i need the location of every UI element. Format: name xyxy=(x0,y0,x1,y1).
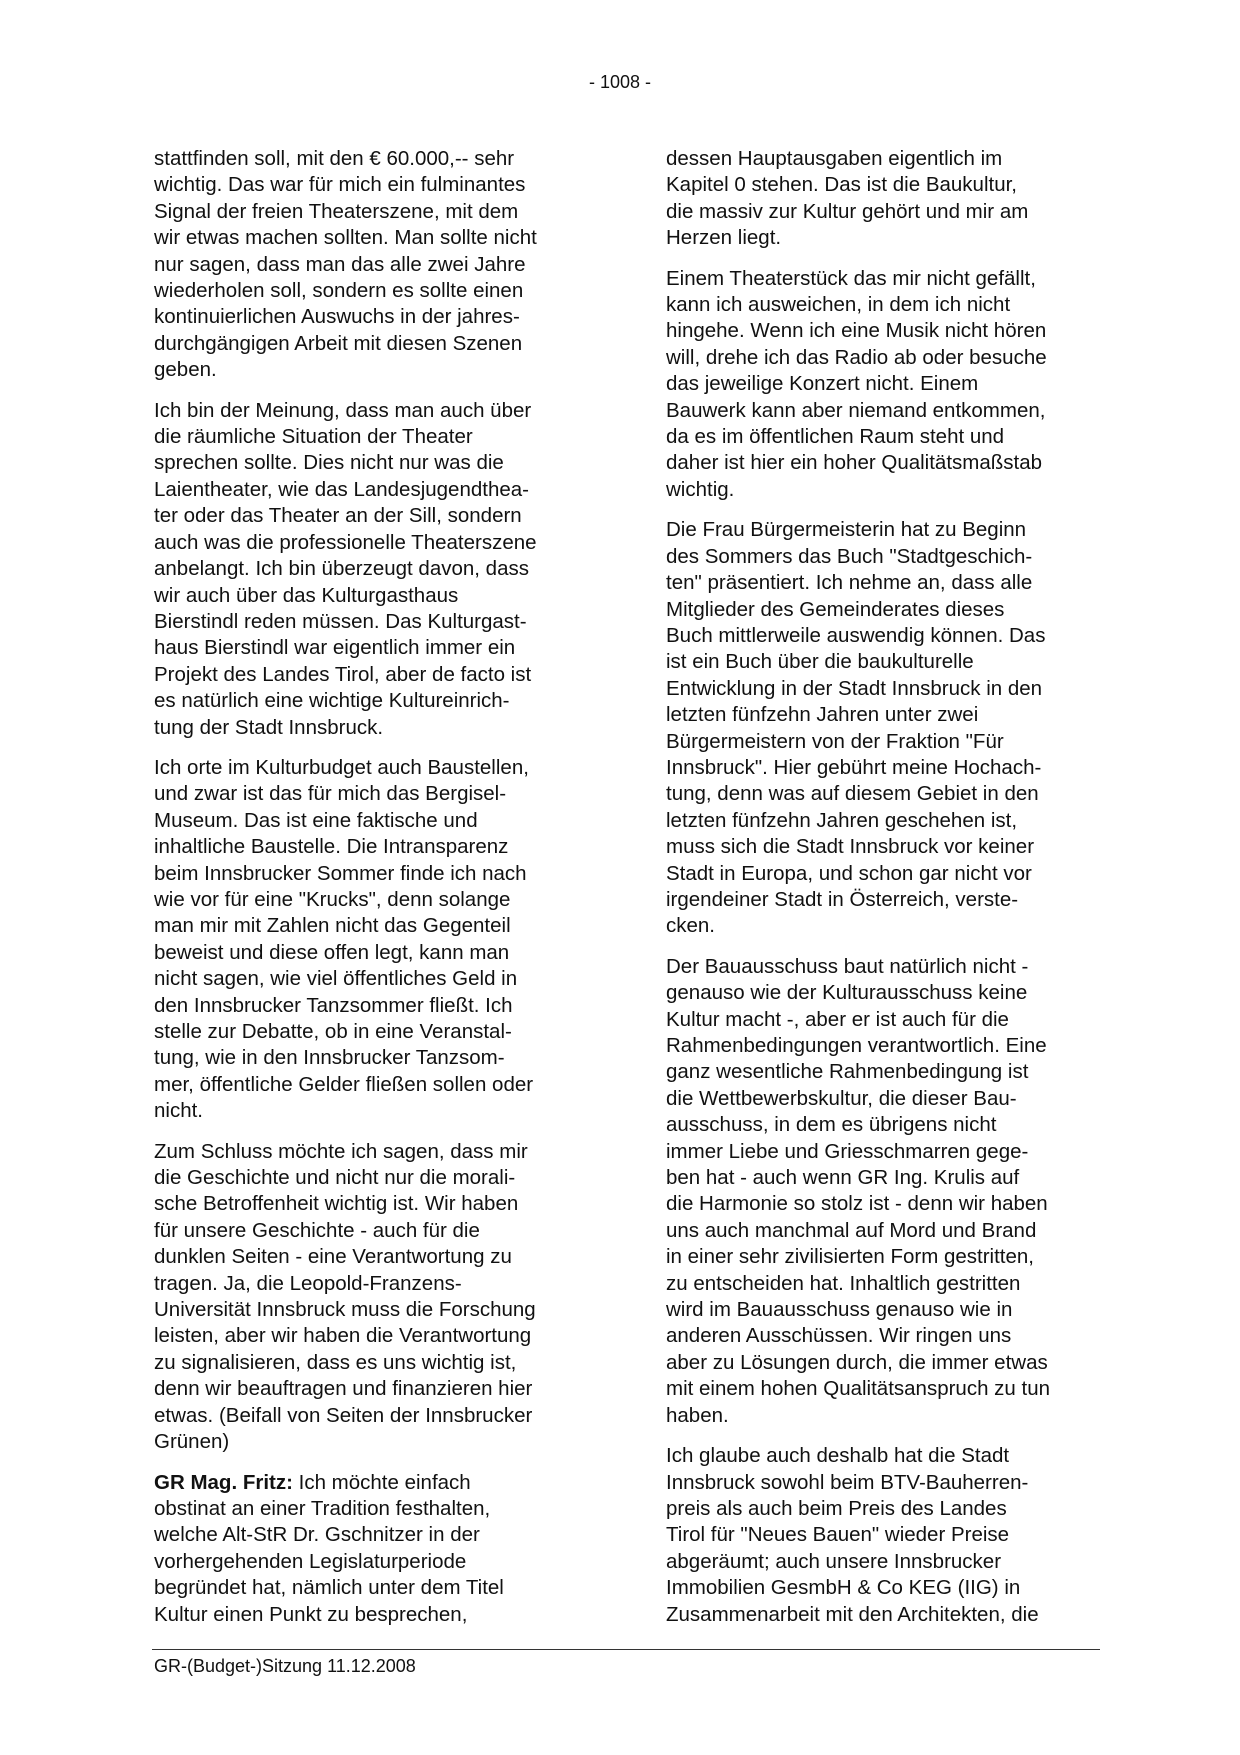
text-line: begründet hat, nämlich unter dem Titel xyxy=(154,1576,504,1600)
text-line: die räumliche Situation der Theater xyxy=(154,425,473,449)
paragraph xyxy=(666,954,1101,1429)
text-line: Grünen) xyxy=(154,1430,230,1454)
paragraph xyxy=(154,398,589,741)
text-line: beim Innsbrucker Sommer finde ich nach xyxy=(154,861,527,885)
text-line: in einer sehr zivilisierten Form gestritten, xyxy=(666,1245,1034,1269)
paragraph xyxy=(666,266,1101,504)
text-line: muss sich die Stadt Innsbruck vor keiner xyxy=(666,835,1035,859)
text-line: Bierstindl reden müssen. Das Kulturgast- xyxy=(154,609,527,633)
paragraph xyxy=(154,1139,589,1456)
text-line: genauso wie der Kulturausschuss keine xyxy=(666,981,1028,1005)
text-line: kontinuierlichen Auswuchs in der jahres- xyxy=(154,305,520,329)
speech-text: Ich möchte einfach xyxy=(292,1470,471,1494)
text-line: ausschuss, in dem es übrigens nicht xyxy=(666,1113,997,1137)
text-line: mit einem hohen Qualitätsanspruch zu tun xyxy=(666,1377,1051,1401)
text-line: für unsere Geschichte - auch für die xyxy=(154,1218,480,1242)
text-line: mer, öffentliche Gelder fließen sollen oder xyxy=(154,1072,534,1096)
text-line: stattfinden soll, mit den € 60.000,-- sehr xyxy=(154,147,515,170)
text-line: hingehe. Wenn ich eine Musik nicht hören xyxy=(666,319,1047,343)
text-line: Bauwerk kann aber niemand entkommen, xyxy=(666,398,1046,422)
text-line: Ich bin der Meinung, dass man auch über xyxy=(154,398,532,422)
text-line: Rahmenbedingungen verantwortlich. Eine xyxy=(666,1034,1047,1057)
footer-divider xyxy=(152,1649,1100,1650)
text-line: preis als auch beim Preis des Landes xyxy=(666,1496,1007,1520)
paragraph xyxy=(154,1470,589,1628)
text-line: letzten fünfzehn Jahren geschehen ist, xyxy=(666,808,1018,832)
paragraph xyxy=(154,755,589,1125)
text-line: wird im Bauausschuss genauso wie in xyxy=(666,1298,1013,1322)
text-line: zu signalisieren, dass es uns wichtig ist, xyxy=(154,1350,517,1374)
text-line: zu entscheiden hat. Inhaltlich gestritten xyxy=(666,1271,1021,1295)
text-line: abgeräumt; auch unsere Innsbrucker xyxy=(666,1549,1002,1573)
text-line: inhaltliche Baustelle. Die Intransparenz xyxy=(154,835,509,859)
text-line: dessen Hauptausgaben eigentlich im xyxy=(666,147,1003,170)
text-line: sche Betroffenheit wichtig ist. Wir haben xyxy=(154,1192,519,1216)
text-line: Bürgermeistern von der Fraktion "Für xyxy=(666,729,1004,753)
text-line: Einem Theaterstück das mir nicht gefällt, xyxy=(666,266,1036,290)
text-line: Tirol für "Neues Bauen" wieder Preise xyxy=(666,1523,1010,1547)
text-line: anbelangt. Ich bin überzeugt davon, dass xyxy=(154,557,529,581)
text-line: ter oder das Theater an der Sill, sondern xyxy=(154,504,522,528)
text-line: obstinat an einer Tradition festhalten, xyxy=(154,1496,491,1520)
text-line: und zwar ist das für mich das Bergisel- xyxy=(154,782,507,806)
text-line: ist ein Buch über die baukulturelle xyxy=(666,650,974,674)
text-line: wiederholen soll, sondern es sollte einen xyxy=(154,279,524,303)
text-line: wie vor für eine "Krucks", denn solange xyxy=(154,887,511,911)
text-line: die Geschichte und nicht nur die morali- xyxy=(154,1166,516,1190)
text-line: Ich orte im Kulturbudget auch Baustellen, xyxy=(154,755,529,779)
text-line: aber zu Lösungen durch, die immer etwas xyxy=(666,1350,1048,1374)
text-line: Signal der freien Theaterszene, mit dem xyxy=(154,199,519,223)
text-line: beweist und diese offen legt, kann man xyxy=(154,940,510,964)
text-line: sprechen sollte. Dies nicht nur was die xyxy=(154,451,504,475)
text-line: Herzen liegt. xyxy=(666,226,782,250)
text-line: Zusammenarbeit mit den Architekten, die xyxy=(666,1602,1039,1626)
text-line: die massiv zur Kultur gehört und mir am xyxy=(666,199,1029,223)
right-column xyxy=(666,146,1101,1642)
text-line: geben. xyxy=(154,358,217,382)
text-line: es natürlich eine wichtige Kultureinrich- xyxy=(154,689,510,713)
text-line: anderen Ausschüssen. Wir ringen uns xyxy=(666,1324,1012,1348)
text-line: durchgängigen Arbeit mit diesen Szenen xyxy=(154,331,523,355)
text-line: Laientheater, wie das Landesjugendthea- xyxy=(154,477,529,501)
text-line: daher ist hier ein hoher Qualitätsmaßstab xyxy=(666,451,1043,475)
text-line: wir etwas machen sollten. Man sollte nicht xyxy=(154,226,537,250)
text-line: das jeweilige Konzert nicht. Einem xyxy=(666,372,979,396)
text-line: tung, denn was auf diesem Gebiet in den xyxy=(666,782,1039,806)
paragraph xyxy=(666,517,1101,940)
text-line: nicht sagen, wie viel öffentliches Geld in xyxy=(154,967,518,991)
text-line: Entwicklung in der Stadt Innsbruck in den xyxy=(666,676,1043,700)
paragraph xyxy=(666,1443,1101,1628)
text-line: wichtig. Das war für mich ein fulminantes xyxy=(154,173,526,197)
text-line: letzten fünfzehn Jahren unter zwei xyxy=(666,703,979,727)
text-line: Mitglieder des Gemeinderates dieses xyxy=(666,597,1005,621)
text-line: Projekt des Landes Tirol, aber de facto ist xyxy=(154,662,532,686)
text-line: Ich glaube auch deshalb hat die Stadt xyxy=(666,1444,1010,1468)
paragraph xyxy=(154,146,589,384)
footer-session-label: GR-(Budget-)Sitzung 11.12.2008 xyxy=(154,1656,416,1676)
text-line: haben. xyxy=(666,1403,729,1427)
text-line: Der Bauausschuss baut natürlich nicht - xyxy=(666,954,1029,978)
text-line: die Harmonie so stolz ist - denn wir haben xyxy=(666,1192,1048,1216)
text-line: dunklen Seiten - eine Verantwortung zu xyxy=(154,1245,512,1269)
text-line: leisten, aber wir haben die Verantwortung xyxy=(154,1324,532,1348)
text-line: wichtig. xyxy=(666,477,735,501)
text-line: vorhergehenden Legislaturperiode xyxy=(154,1549,467,1573)
text-line: Innsbruck sowohl beim BTV-Bauherren- xyxy=(666,1470,1029,1494)
text-line: ben hat - auch wenn GR Ing. Krulis auf xyxy=(666,1166,1020,1190)
text-line xyxy=(154,1470,589,1496)
text-line: nicht. xyxy=(154,1099,203,1123)
text-line: des Sommers das Buch "Stadtgeschich- xyxy=(666,544,1033,568)
text-line: man mir mit Zahlen nicht das Gegenteil xyxy=(154,914,511,938)
text-line: stelle zur Debatte, ob in eine Veranstal- xyxy=(154,1020,512,1043)
text-line: Universität Innsbruck muss die Forschung xyxy=(154,1298,536,1322)
text-line: die Wettbewerbskultur, die dieser Bau- xyxy=(666,1086,1017,1110)
paragraph xyxy=(666,146,1101,252)
text-line: Zum Schluss möchte ich sagen, dass mir xyxy=(154,1139,528,1163)
text-line: immer Liebe und Griesschmarren gege- xyxy=(666,1139,1029,1163)
text-line: Museum. Das ist eine faktische und xyxy=(154,808,478,832)
text-line: Kultur macht -, aber er ist auch für die xyxy=(666,1007,1009,1031)
text-line: etwas. (Beifall von Seiten der Innsbrucker xyxy=(154,1403,533,1427)
text-line: welche Alt-StR Dr. Gschnitzer in der xyxy=(154,1523,480,1547)
text-line: cken. xyxy=(666,914,715,938)
text-line: denn wir beauftragen und finanzieren hier xyxy=(154,1377,533,1401)
text-line: tragen. Ja, die Leopold-Franzens- xyxy=(154,1271,462,1295)
text-line: kann ich ausweichen, in dem ich nicht xyxy=(666,293,1011,317)
text-line: will, drehe ich das Radio ab oder besuche xyxy=(666,345,1047,369)
text-line: irgendeiner Stadt in Österreich, verste- xyxy=(666,887,1019,911)
text-line: den Innsbrucker Tanzsommer fließt. Ich xyxy=(154,993,513,1017)
speaker-name: GR Mag. Fritz: xyxy=(154,1470,293,1494)
text-line: wir auch über das Kulturgasthaus xyxy=(154,583,459,607)
page-number: - 1008 - xyxy=(588,72,652,92)
text-line: Kapitel 0 stehen. Das ist die Baukultur, xyxy=(666,173,1017,197)
text-line: ganz wesentliche Rahmenbedingung ist xyxy=(666,1060,1029,1084)
text-line: Die Frau Bürgermeisterin hat zu Beginn xyxy=(666,518,1027,542)
text-line: Immobilien GesmbH & Co KEG (IIG) in xyxy=(666,1576,1021,1600)
left-column xyxy=(154,146,589,1642)
text-line: tung der Stadt Innsbruck. xyxy=(154,715,384,739)
text-line: ten" präsentiert. Ich nehme an, dass alle xyxy=(666,571,1033,595)
text-line: Kultur einen Punkt zu besprechen, xyxy=(154,1602,468,1626)
text-line: nur sagen, dass man das alle zwei Jahre xyxy=(154,252,526,276)
text-line: Buch mittlerweile auswendig können. Das xyxy=(666,623,1046,647)
text-line: auch was die professionelle Theaterszene xyxy=(154,530,537,554)
text-line: haus Bierstindl war eigentlich immer ein xyxy=(154,636,516,660)
text-line: Stadt in Europa, und schon gar nicht vor xyxy=(666,861,1032,885)
text-line: da es im öffentlichen Raum steht und xyxy=(666,425,1005,449)
text-line: Innsbruck". Hier gebührt meine Hochach- xyxy=(666,755,1042,779)
text-line: tung, wie in den Innsbrucker Tanzsom- xyxy=(154,1046,505,1070)
text-line: uns auch manchmal auf Mord und Brand xyxy=(666,1218,1037,1242)
